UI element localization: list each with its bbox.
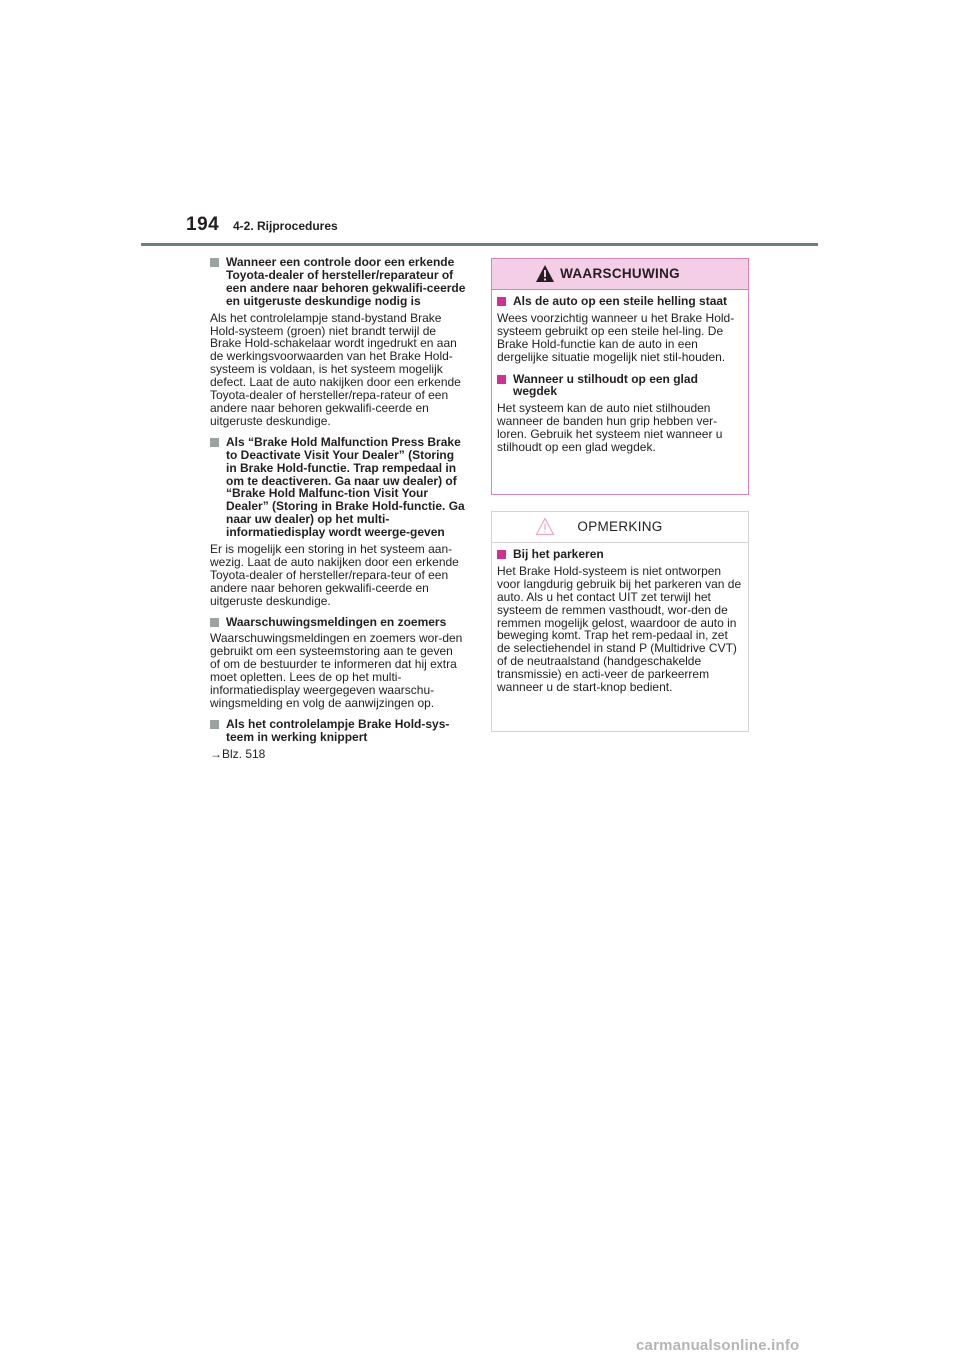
heading-text: Als de auto op een steile helling staat — [513, 294, 728, 308]
bullet-square-icon — [210, 438, 219, 447]
paragraph: Wees voorzichtig wanneer u het Brake Hold-systeem gebruikt op een steile hel-ling. De Brake Hold-functie kan de auto in een dergelijke situatie mogelijk niet stil-houden. — [497, 310, 735, 364]
section-heading — [210, 436, 466, 539]
paragraph: Het systeem kan de auto niet stilhouden wanneer de banden hun grip hebben ver-loren. Gebruik het systeem niet wanneer u stilhoudt op een glad wegdek. — [497, 401, 723, 455]
heading-text: Als “Brake Hold Malfunction Press Brake to Deactivate Visit Your Dealer” (Storing in Brake Hold-functie. Trap rempedaal in om te deactiveren. Ga naar uw dealer) of “Brake Hold Malfunc-tion Visit Your Dealer” (Storing in Brake Hold-functie. Ga naar uw dealer) op het multi-informatiedisplay wordt weerge-geven — [226, 434, 465, 540]
section-heading — [210, 256, 466, 308]
heading-text: Als het controlelampje Brake Hold-sys-teem in werking knippert — [226, 716, 450, 744]
bullet-square-icon — [497, 375, 506, 384]
paragraph: Het Brake Hold-systeem is niet ontworpen voor langdurig gebruik bij het parkeren van de auto. Als u het contact UIT zet terwijl het systeem de remmen vasthoudt, wor-den de remmen mogelijk gelost, waardoor de auto in beweging komt. Trap het rem-pedaal in, zet de selectiehendel in stand P (Multidrive CVT) of de neutraalstand (handgeschakelde transmissie) en acti-veer de parkeerrem wanneer u de start-knop bedient. — [497, 563, 742, 695]
section-heading — [210, 616, 466, 629]
paragraph: Er is mogelijk een storing in het systeem aan-wezig. Laat de auto nakijken door een erkende Toyota-dealer of hersteller/repara-teur of een andere naar behoren gekwalifi-ceerde en uitgeruste deskundige. — [210, 542, 459, 608]
warning-triangle-icon — [535, 264, 555, 283]
page-reference-link[interactable]: →Blz. 518 — [210, 746, 266, 761]
note-content — [492, 543, 748, 694]
paragraph: Waarschuwingsmeldingen en zoemers wor-den gebruikt om een systeemstoring aan te geven of om de bestuurder te informeren dat hij extra moet opletten. Lees de op het multi-informatiedisplay weergegeven waarschu-wingsmelding en volg de aanwijzingen op. — [210, 631, 463, 710]
section-title: 4-2. Rijprocedures — [233, 219, 338, 233]
bullet-square-icon — [497, 297, 506, 306]
warning-title: WAARSCHUWING — [560, 265, 680, 281]
bullet-square-icon — [210, 618, 219, 627]
heading-text: Bij het parkeren — [513, 547, 604, 561]
bullet-square-icon — [497, 550, 506, 559]
warning-item-heading — [497, 373, 742, 399]
header-rule — [141, 243, 818, 246]
section-heading — [210, 718, 466, 744]
bullet-square-icon — [210, 720, 219, 729]
warning-content — [492, 290, 748, 454]
paragraph: Als het controlelampje stand-bystand Brake Hold-systeem (groen) niet brandt terwijl de Brake Hold-schakelaar wordt ingedrukt en aan de werkingsvoorwaarden van het Brake Hold-systeem is voldaan, is het systeem mogelijk defect. Laat de auto nakijken door een erkende Toyota-dealer of hersteller/repa-rateur of een andere naar behoren gekwalifi-ceerde en uitgeruste deskundige. — [210, 310, 461, 428]
heading-text: Waarschuwingsmeldingen en zoemers — [226, 614, 447, 629]
note-title: OPMERKING — [577, 518, 663, 534]
warning-item-heading — [497, 295, 742, 308]
bullet-square-icon — [210, 258, 219, 267]
left-column — [210, 256, 466, 761]
caution-triangle-outline-icon — [535, 517, 555, 536]
note-header — [492, 512, 748, 543]
watermark-text: carmanualsonline.info — [636, 1337, 800, 1354]
warning-box — [491, 258, 749, 495]
note-box — [491, 511, 749, 732]
warning-header — [492, 259, 748, 290]
heading-text: Wanneer u stilhoudt op een glad wegdek — [513, 371, 698, 399]
heading-text: Wanneer een controle door een erkende Toyota-dealer of hersteller/reparateur of een andere naar behoren gekwalifi-ceerde en uitgeruste deskundige nodig is — [226, 255, 466, 308]
note-item-heading — [497, 548, 742, 561]
page-number: 194 — [186, 214, 220, 235]
